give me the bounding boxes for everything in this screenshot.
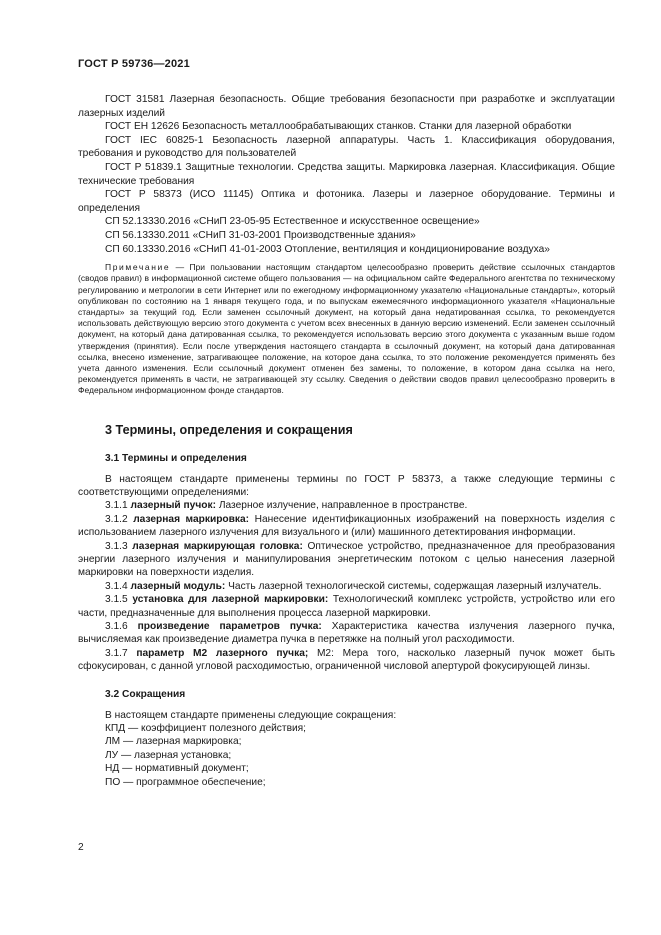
term-name: установка для лазерной маркировки: [132, 594, 329, 606]
reference-item: ГОСТ IEC 60825-1 Безопасность лазерной аппаратуры. Часть 1. Классификация оборудования, требования и руководство для пользователей [78, 134, 615, 160]
reference-item: ГОСТ ЕН 12626 Безопасность металлообрабатывающих станков. Станки для лазерной обработки [105, 121, 572, 133]
note-paragraph [78, 262, 615, 396]
term-definition: Нанесение идентификационных изображений на поверхность изделия с использованием лазерного излучения для визуального и (или) машинного детектирования информации. [78, 513, 615, 539]
term-name: лазерная маркирующая головка: [132, 540, 303, 552]
term-entry [78, 593, 615, 620]
note-text: При пользовании настоящим стандартом целесообразно проверить действие ссылочных стандартов (сводов правил) в информационной системе общего пользования — на официальном сайте Федерального агентства по техническому регулированию и метрологии в сети Интернет или по ежегодному информационному указателю «Национальные стандарты», который опубликован по состоянию на 1 января текущего года, и по выпускам ежемесячного информационного указателя «Национальные стандарты» за текущий год. Если заменен ссылочный документ, на который дана недатированная ссылка, то рекомендуется использовать действующую версию этого документа с учетом всех внесенных в данную версию изменений. Если заменен ссылочный документ, на который дана датированная ссылка, то рекомендуется использовать версию этого документа с указанным выше годом утверждения (принятия). Если после утверждения настоящего стандарта в ссылочный документ, на который дана датированная ссылка, внесено изменение, затрагивающее положение, на которое дана ссылка, то это положение рекомендуется применять без учета данного изменения. Если ссылочный документ отменен без замены, то положение, в котором дана ссылка на него, рекомендуется применять в части, не затрагивающей эту ссылку. Сведения о действии сводов правил целесообразно проверить в Федеральном информационном фонде стандартов. [78, 262, 615, 396]
reference-item: СП 60.13330.2016 «СНиП 41-01-2003 Отопление, вентиляция и кондиционирование воздуха» [105, 243, 550, 255]
terms-intro: В настоящем стандарте применены термины по ГОСТ Р 58373, а также следующие термины с соответствующими определениями: [78, 473, 615, 498]
term-entry [78, 580, 615, 593]
term-number: 3.1.1 [105, 500, 131, 512]
term-name: лазерный пучок: [130, 500, 216, 512]
term-definition: Характеристика качества излучения лазерного пучка, вычисляемая как произведение диаметра пучка в перетяжке на полный угол расходимости. [78, 621, 615, 646]
page-content [78, 93, 615, 789]
term-number: 3.1.4 [105, 580, 131, 592]
note-dash: — [170, 262, 190, 273]
term-definition: Часть лазерной технологической системы, содержащая лазерный излучатель. [225, 580, 602, 592]
document-header: ГОСТ Р 59736—2021 [78, 58, 190, 70]
term-number: 3.1.2 [105, 513, 134, 525]
term-definition: M2: Мера того, насколько лазерный пучок может быть сфокусирован, с данной угловой расходимостью, ограниченной числовой апертурой фокусирующей линзы. [78, 647, 615, 673]
term-entry [78, 513, 615, 540]
term-entry [78, 647, 615, 674]
reference-item: ГОСТ 31581 Лазерная безопасность. Общие требования безопасности при разработке и эксплуатации лазерных изделий [78, 94, 615, 119]
reference-item: ГОСТ Р 58373 (ИСО 11145) Оптика и фотоника. Лазеры и лазерное оборудование. Термины и определения [78, 189, 615, 214]
note-label: Примечание [105, 262, 171, 273]
reference-item: СП 52.13330.2016 «СНиП 23-05-95 Естественное и искусственное освещение» [105, 216, 480, 228]
abbreviation-item: ЛМ — лазерная маркировка; [105, 736, 242, 748]
term-name: параметр M2 лазерного пучка; [136, 647, 309, 659]
term-entry [78, 620, 615, 647]
term-definition: Оптическое устройство, предназначенное для преобразования энергии лазерного излучения и манипулирования энергетическим потоком с целью нанесения лазерной маркировки на поверхности изделия. [78, 540, 615, 579]
abbreviation-item: КПД — коэффициент полезного действия; [105, 723, 307, 735]
abbreviation-item: ПО — программное обеспечение; [105, 776, 266, 788]
page-number: 2 [78, 842, 84, 853]
term-number: 3.1.7 [105, 647, 137, 659]
reference-item: ГОСТ Р 51839.1 Защитные технологии. Средства защиты. Маркировка лазерная. Классификация. Общие технические требования [78, 161, 615, 187]
term-definition: Технологический комплекс устройств, устройство или его части, предназначенные для выполнения процесса лазерной маркировки. [78, 594, 616, 619]
term-number: 3.1.5 [105, 594, 133, 606]
term-name: произведение параметров пучка: [137, 621, 322, 633]
term-entry [78, 540, 615, 580]
term-name: лазерный модуль: [130, 580, 226, 592]
normative-references [78, 93, 615, 256]
term-number: 3.1.6 [105, 621, 138, 633]
term-definition: Лазерное излучение, направленное в пространстве. [215, 500, 468, 512]
reference-item: СП 56.13330.2011 «СНиП 31-03-2001 Производственные здания» [105, 229, 416, 241]
term-name: лазерная маркировка: [133, 513, 250, 525]
abbreviations-intro: В настоящем стандарте применены следующие сокращения: [105, 709, 397, 721]
subsection-title-terms: 3.1 Термины и определения [105, 452, 247, 464]
section-title: 3 Термины, определения и сокращения [105, 422, 353, 437]
term-entry [78, 499, 615, 512]
abbreviation-item: ЛУ — лазерная установка; [105, 749, 232, 761]
term-number: 3.1.3 [105, 540, 133, 552]
subsection-title-abbreviations: 3.2 Сокращения [105, 688, 186, 700]
abbreviation-item: НД — нормативный документ; [105, 763, 249, 775]
